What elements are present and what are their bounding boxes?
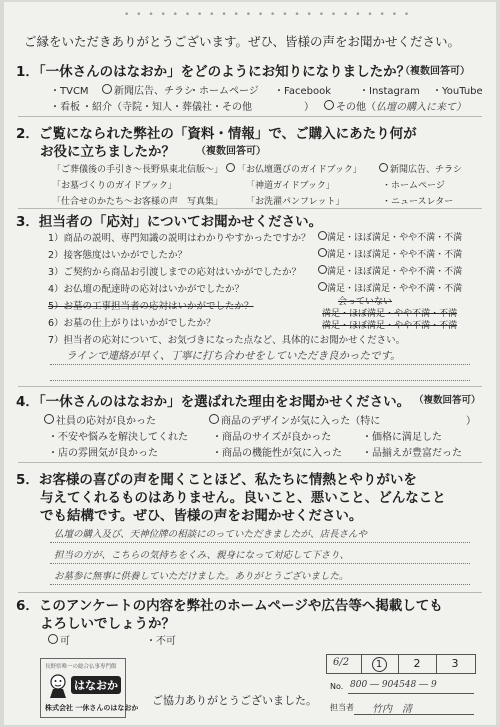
selected-circle-mark xyxy=(379,163,388,172)
q1-opt-other[interactable] xyxy=(324,98,466,113)
q4-note: （複数回答可） xyxy=(414,395,481,406)
date-value: 6/2 xyxy=(333,657,350,668)
scale-mostly: ほぼ満足 xyxy=(354,267,391,277)
q5-comment-line3: お墓参に無事に供養していただけました。ありがとうございました。 xyxy=(54,571,349,582)
q5-title-line3: でも結構です。ぜひ、皆様の声をお聞かせください。 xyxy=(40,508,363,524)
scale-somewhat-dis: やや不満 xyxy=(394,309,431,319)
scale-dis: 不満 xyxy=(439,309,458,319)
no-value: 800 ― 904548 ― 9 xyxy=(350,680,437,690)
intro-text: ご縁をいただきありがとうございます。ぜひ、皆様の声をお聞かせください。 xyxy=(24,34,461,49)
q2-opt-newspaper-label: 新聞広告、チラシ xyxy=(390,165,463,175)
scale-mostly: ほぼ満足 xyxy=(349,321,386,331)
q3-comment: ラインで連絡が早く、丁寧に打ち合わせをしていただき良かったです。 xyxy=(66,350,401,362)
q1-opt-other-label: その他（ xyxy=(336,102,376,113)
q1-opt-referral[interactable]: ・紹介（寺院・知人・葬儀社・その他 xyxy=(82,102,252,113)
q2-opt-butsudan-guide-label: 「お仏壇選びのガイドブック」 xyxy=(237,165,362,175)
q3-title: 3．担当者の「応対」についてお聞かせください。 xyxy=(16,214,323,230)
selected-circle-mark xyxy=(324,100,334,110)
selected-circle-mark xyxy=(318,231,327,240)
q3-scale-row-5[interactable]: 満足・ほぼ満足・やや不満・不満 xyxy=(322,309,458,319)
q3-item-3: 3）ご契約から商品お引渡しまでの応対はいかがでしたか？ xyxy=(48,267,302,278)
q2-opt-funeral-guide[interactable]: 「ご葬儀後の手引き～長野県東北信版～」 xyxy=(52,165,224,175)
q3-item-4: 4）お仏壇の配達時の応対はいかがでしたか？ xyxy=(48,284,245,295)
scale-satisfied: 満足 xyxy=(327,233,346,243)
q4-opt-design[interactable] xyxy=(209,412,380,427)
q2-opt-newspaper[interactable] xyxy=(379,162,462,175)
q3-scale-row-2[interactable]: 満足・ほぼ満足・やや不満・不満 xyxy=(318,247,462,260)
scale-mostly: ほぼ満足 xyxy=(354,284,391,294)
q6-opt-deny[interactable]: ・不可 xyxy=(146,636,176,647)
scale-somewhat-dis: やや不満 xyxy=(399,233,436,243)
q4-opt-size[interactable]: ・商品のサイズが良かった xyxy=(212,432,332,443)
q1-opt-signboard[interactable]: ・看板 xyxy=(50,102,80,113)
q2-opt-shinto-guide[interactable]: 「神道ガイドブック」 xyxy=(246,181,335,191)
q1-opt-homepage[interactable]: ・ホームページ xyxy=(189,86,259,97)
q4-opt-anxiety[interactable]: ・不安や悩みを解決してくれた xyxy=(48,432,188,443)
selected-circle-mark xyxy=(48,634,58,644)
logo-brand: はなおか xyxy=(71,676,121,694)
q5-title-line1: 5．お客様の喜びの声を聞くことほど、私たちに情熱とやりがいを xyxy=(16,472,417,488)
selected-circle-mark xyxy=(44,414,54,424)
scale-satisfied: 満足 xyxy=(322,321,341,331)
q3-item-2: 2）接客態度はいかがでしたか？ xyxy=(48,250,188,261)
company-logo xyxy=(40,658,139,718)
q1-note: （複数回答可） xyxy=(400,66,470,77)
q3-item-1: 1）商品の説明、専門知識の説明はわかりやすかったですか？ xyxy=(48,233,311,244)
q2-title-line2: お役に立ちましたか？ xyxy=(40,144,175,160)
logo-tagline: 長野県唯一の総合仏事専門館 xyxy=(45,664,117,670)
selected-circle-mark xyxy=(102,84,112,94)
q5-comment-line2: 担当の方が、こちらの気持ちをくみ、親身になって対応して下さり、 xyxy=(54,550,350,561)
q4-opt-staff-label: 社員の応対が良かった xyxy=(56,416,156,427)
q6-title-line2: よろしいでしょうか？ xyxy=(40,616,175,632)
survey-sheet xyxy=(4,2,496,725)
monk-mascot-icon xyxy=(47,673,69,699)
person-value: 竹内 清 xyxy=(372,704,412,715)
q2-note: （複数回答可） xyxy=(196,146,266,157)
q3-item-7: 7）担当者の応対について、お気づきになった点など、具体的にお聞かせください。 xyxy=(48,335,406,346)
q2-opt-homepage[interactable]: ・ホームページ xyxy=(382,181,445,191)
q3-na-label[interactable]: 会っていない xyxy=(338,297,393,307)
scale-somewhat-dis: やや不満 xyxy=(399,284,436,294)
selected-circle-mark xyxy=(209,414,219,424)
scale-somewhat-dis: やや不満 xyxy=(399,267,436,277)
scale-dis: 不満 xyxy=(444,233,463,243)
scale-dis: 不満 xyxy=(439,321,458,331)
selected-circle-mark xyxy=(318,265,327,274)
grade-2[interactable]: 2 xyxy=(413,657,421,670)
scale-satisfied: 満足 xyxy=(327,250,346,260)
q4-opt-design-label: 商品のデザインが気に入った（特に xyxy=(221,416,381,427)
q3-scale-row-6[interactable]: 満足・ほぼ満足・やや不満・不満 xyxy=(322,321,458,331)
q4-opt-price[interactable]: ・価格に満足した xyxy=(362,432,442,443)
q3-scale-row-3[interactable]: 満足・ほぼ満足・やや不満・不満 xyxy=(318,264,462,277)
q4-opt-design-close: ） xyxy=(466,416,476,427)
q3-item-5: 5）お墓の工事担当者の応対はいかがでしたか？ xyxy=(48,301,254,312)
q6-opt-allow-label: 可 xyxy=(60,636,70,647)
scale-dis: 不満 xyxy=(444,267,463,277)
scale-somewhat-dis: やや不満 xyxy=(394,321,431,331)
q4-title: 4．「一休さんのはなおか」を選ばれた理由をお聞かせください。 xyxy=(16,394,411,410)
selected-circle-mark xyxy=(318,282,327,291)
q2-opt-newsletter[interactable]: ・ニュースレター xyxy=(382,197,454,207)
q3-scale-row-1[interactable]: 満足・ほぼ満足・やや不満・不満 xyxy=(318,230,462,243)
selected-circle-mark xyxy=(226,163,235,172)
q1-opt-newspaper[interactable] xyxy=(102,82,194,97)
q2-opt-grave-guide[interactable]: 「お墓づくりのガイドブック」 xyxy=(52,181,177,191)
q4-opt-function[interactable]: ・商品の機能性が気に入った xyxy=(212,448,342,459)
q1-opt-facebook[interactable]: ・Facebook xyxy=(274,86,331,97)
q4-opt-selection[interactable]: ・品揃えが豊富だった xyxy=(362,448,462,459)
q2-title-line1: 2．ご覧になられた弊社の「資料・情報」で、ご購入にあたり何が xyxy=(16,126,417,142)
q3-scale-row-4[interactable]: 満足・ほぼ満足・やや不満・不満 xyxy=(318,281,462,294)
scale-dis: 不満 xyxy=(444,250,463,260)
grade-3[interactable]: 3 xyxy=(451,657,459,670)
grade-1-circled: 1 xyxy=(372,657,387,672)
q5-comment-line1: 仏壇の購入及び、天神位牌の相談にのっていただきましたが、店長さんや xyxy=(54,529,368,540)
scale-mostly: ほぼ満足 xyxy=(354,250,391,260)
grade-1[interactable] xyxy=(367,657,391,672)
q5-title-line2: 与えてくれるものはありません。良いこと、悪いこと、どんなこと xyxy=(40,490,446,506)
scale-satisfied: 満足 xyxy=(322,309,341,319)
grade-box xyxy=(326,654,476,674)
scale-dis: 不満 xyxy=(444,284,463,294)
q1-opt-youtube[interactable]: ・YouTube xyxy=(432,86,483,97)
q4-opt-atmosphere[interactable]: ・店の雰囲気が良かった xyxy=(48,448,158,459)
scale-somewhat-dis: やや不満 xyxy=(399,250,436,260)
q2-opt-butsudan-guide[interactable] xyxy=(226,162,362,175)
header-decoration: • • • • • • • • • • • • • • • • • • • • • • • • xyxy=(124,10,412,20)
q1-opt-referral-close: ） xyxy=(304,102,314,113)
scale-satisfied: 満足 xyxy=(327,284,346,294)
logo-company: 株式会社 一休さんのはなおか xyxy=(45,704,139,712)
no-label: No. xyxy=(330,682,344,691)
scale-satisfied: 満足 xyxy=(327,267,346,277)
scale-mostly: ほぼ満足 xyxy=(349,309,386,319)
q1-title: 1．「一休さんのはなおか」をどのようにお知りになりましたか？ xyxy=(16,64,411,80)
scale-mostly: ほぼ満足 xyxy=(354,233,391,243)
selected-circle-mark xyxy=(318,248,327,257)
q2-opt-photobook[interactable]: 「仕合せのかたち～お客様の声 写真集」 xyxy=(52,197,224,207)
q6-title-line1: 6．このアンケートの内容を弊社のホームページや広告等へ掲載しても xyxy=(16,598,443,614)
q4-opt-staff[interactable] xyxy=(44,412,156,427)
q2-opt-laundry-pamphlet[interactable]: 「お洗濯パンフレット」 xyxy=(246,197,345,207)
q1-opt-tvcm[interactable]: ・TVCM xyxy=(50,86,89,97)
q1-opt-instagram[interactable]: ・Instagram xyxy=(359,86,420,97)
q1-handwritten-other: 仏壇の購入に来て） xyxy=(376,102,466,113)
q3-item-6: 6）お墓の仕上がりはいかがでしたか？ xyxy=(48,318,216,329)
q6-opt-allow[interactable] xyxy=(48,632,70,647)
thanks-text: ご協力ありがとうございました。 xyxy=(152,694,317,707)
person-label: 担当者 xyxy=(330,703,354,712)
q1-opt-newspaper-label: 新聞広告、チラシ xyxy=(114,86,194,97)
